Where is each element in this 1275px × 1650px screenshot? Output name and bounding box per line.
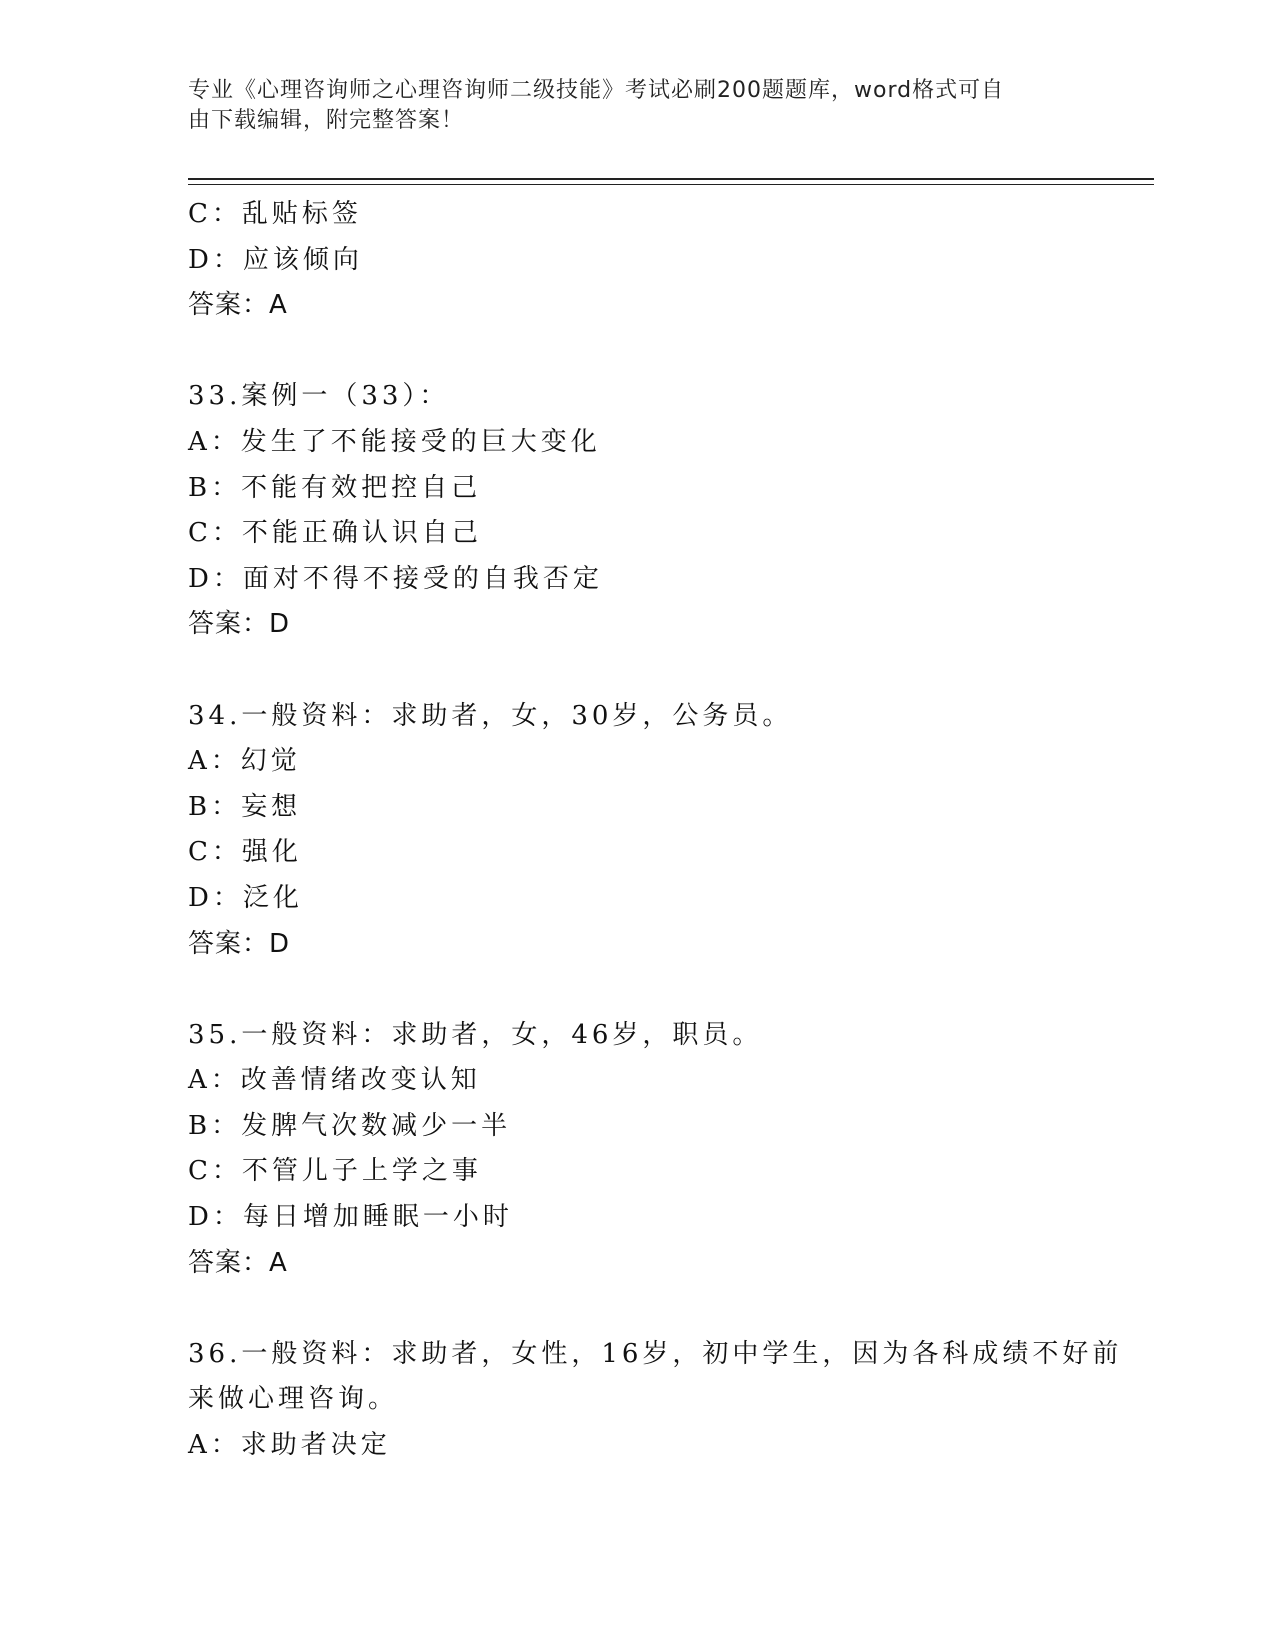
option-d: D：泛化: [188, 882, 303, 913]
question-gap: [188, 329, 1088, 375]
header-rule-thick: [188, 178, 1154, 180]
answer-line: 答案：A: [188, 290, 288, 321]
option-b: B：发脾气次数减少一半: [188, 1110, 512, 1141]
document-header: [188, 76, 1068, 136]
option-b: B：妄想: [188, 791, 302, 822]
question-gap: [188, 1286, 1088, 1332]
question-gap: [188, 967, 1088, 1013]
question-gap: [188, 648, 1088, 694]
option-c: C：不管儿子上学之事: [188, 1156, 482, 1187]
question-stem-continuation: 来做心理咨询。: [188, 1384, 399, 1415]
option-a: A：改善情绪改变认知: [188, 1065, 481, 1096]
header-line-1: 专业《心理咨询师之心理咨询师二级技能》考试必刷200题题库，word格式可自: [188, 78, 1005, 103]
question-stem: 36.一般资料：求助者，女性，16岁，初中学生，因为各科成绩不好前: [188, 1338, 1123, 1369]
question-34: [188, 694, 1088, 968]
option-a: A：发生了不能接受的巨大变化: [188, 426, 601, 457]
header-rule-thin: [188, 184, 1154, 185]
question-carryover: [188, 192, 1088, 329]
question-33: [188, 374, 1088, 648]
option-c: C：乱贴标签: [188, 199, 362, 229]
option-a: A：幻觉: [188, 746, 301, 777]
option-d: D：面对不得不接受的自我否定: [188, 563, 603, 594]
question-36: [188, 1332, 1123, 1469]
option-d: D：每日增加睡眠一小时: [188, 1202, 513, 1233]
option-c: C：强化: [188, 837, 302, 868]
question-list: [188, 192, 1123, 1469]
header-line-2: 由下载编辑，附完整答案！: [188, 108, 465, 133]
option-d: D：应该倾向: [188, 244, 363, 275]
answer-line: 答案：A: [188, 1247, 288, 1278]
option-a: A：求助者决定: [188, 1430, 391, 1461]
option-c: C：不能正确认识自己: [188, 518, 482, 549]
question-stem: 35.一般资料：求助者，女，46岁，职员。: [188, 1019, 763, 1050]
question-stem: 33.案例一（33）：: [188, 381, 450, 412]
option-b: B：不能有效把控自己: [188, 472, 482, 503]
answer-line: 答案：D: [188, 609, 291, 640]
question-35: [188, 1013, 1088, 1287]
question-stem: 34.一般资料：求助者，女，30岁，公务员。: [188, 700, 793, 731]
answer-line: 答案：D: [188, 928, 291, 959]
